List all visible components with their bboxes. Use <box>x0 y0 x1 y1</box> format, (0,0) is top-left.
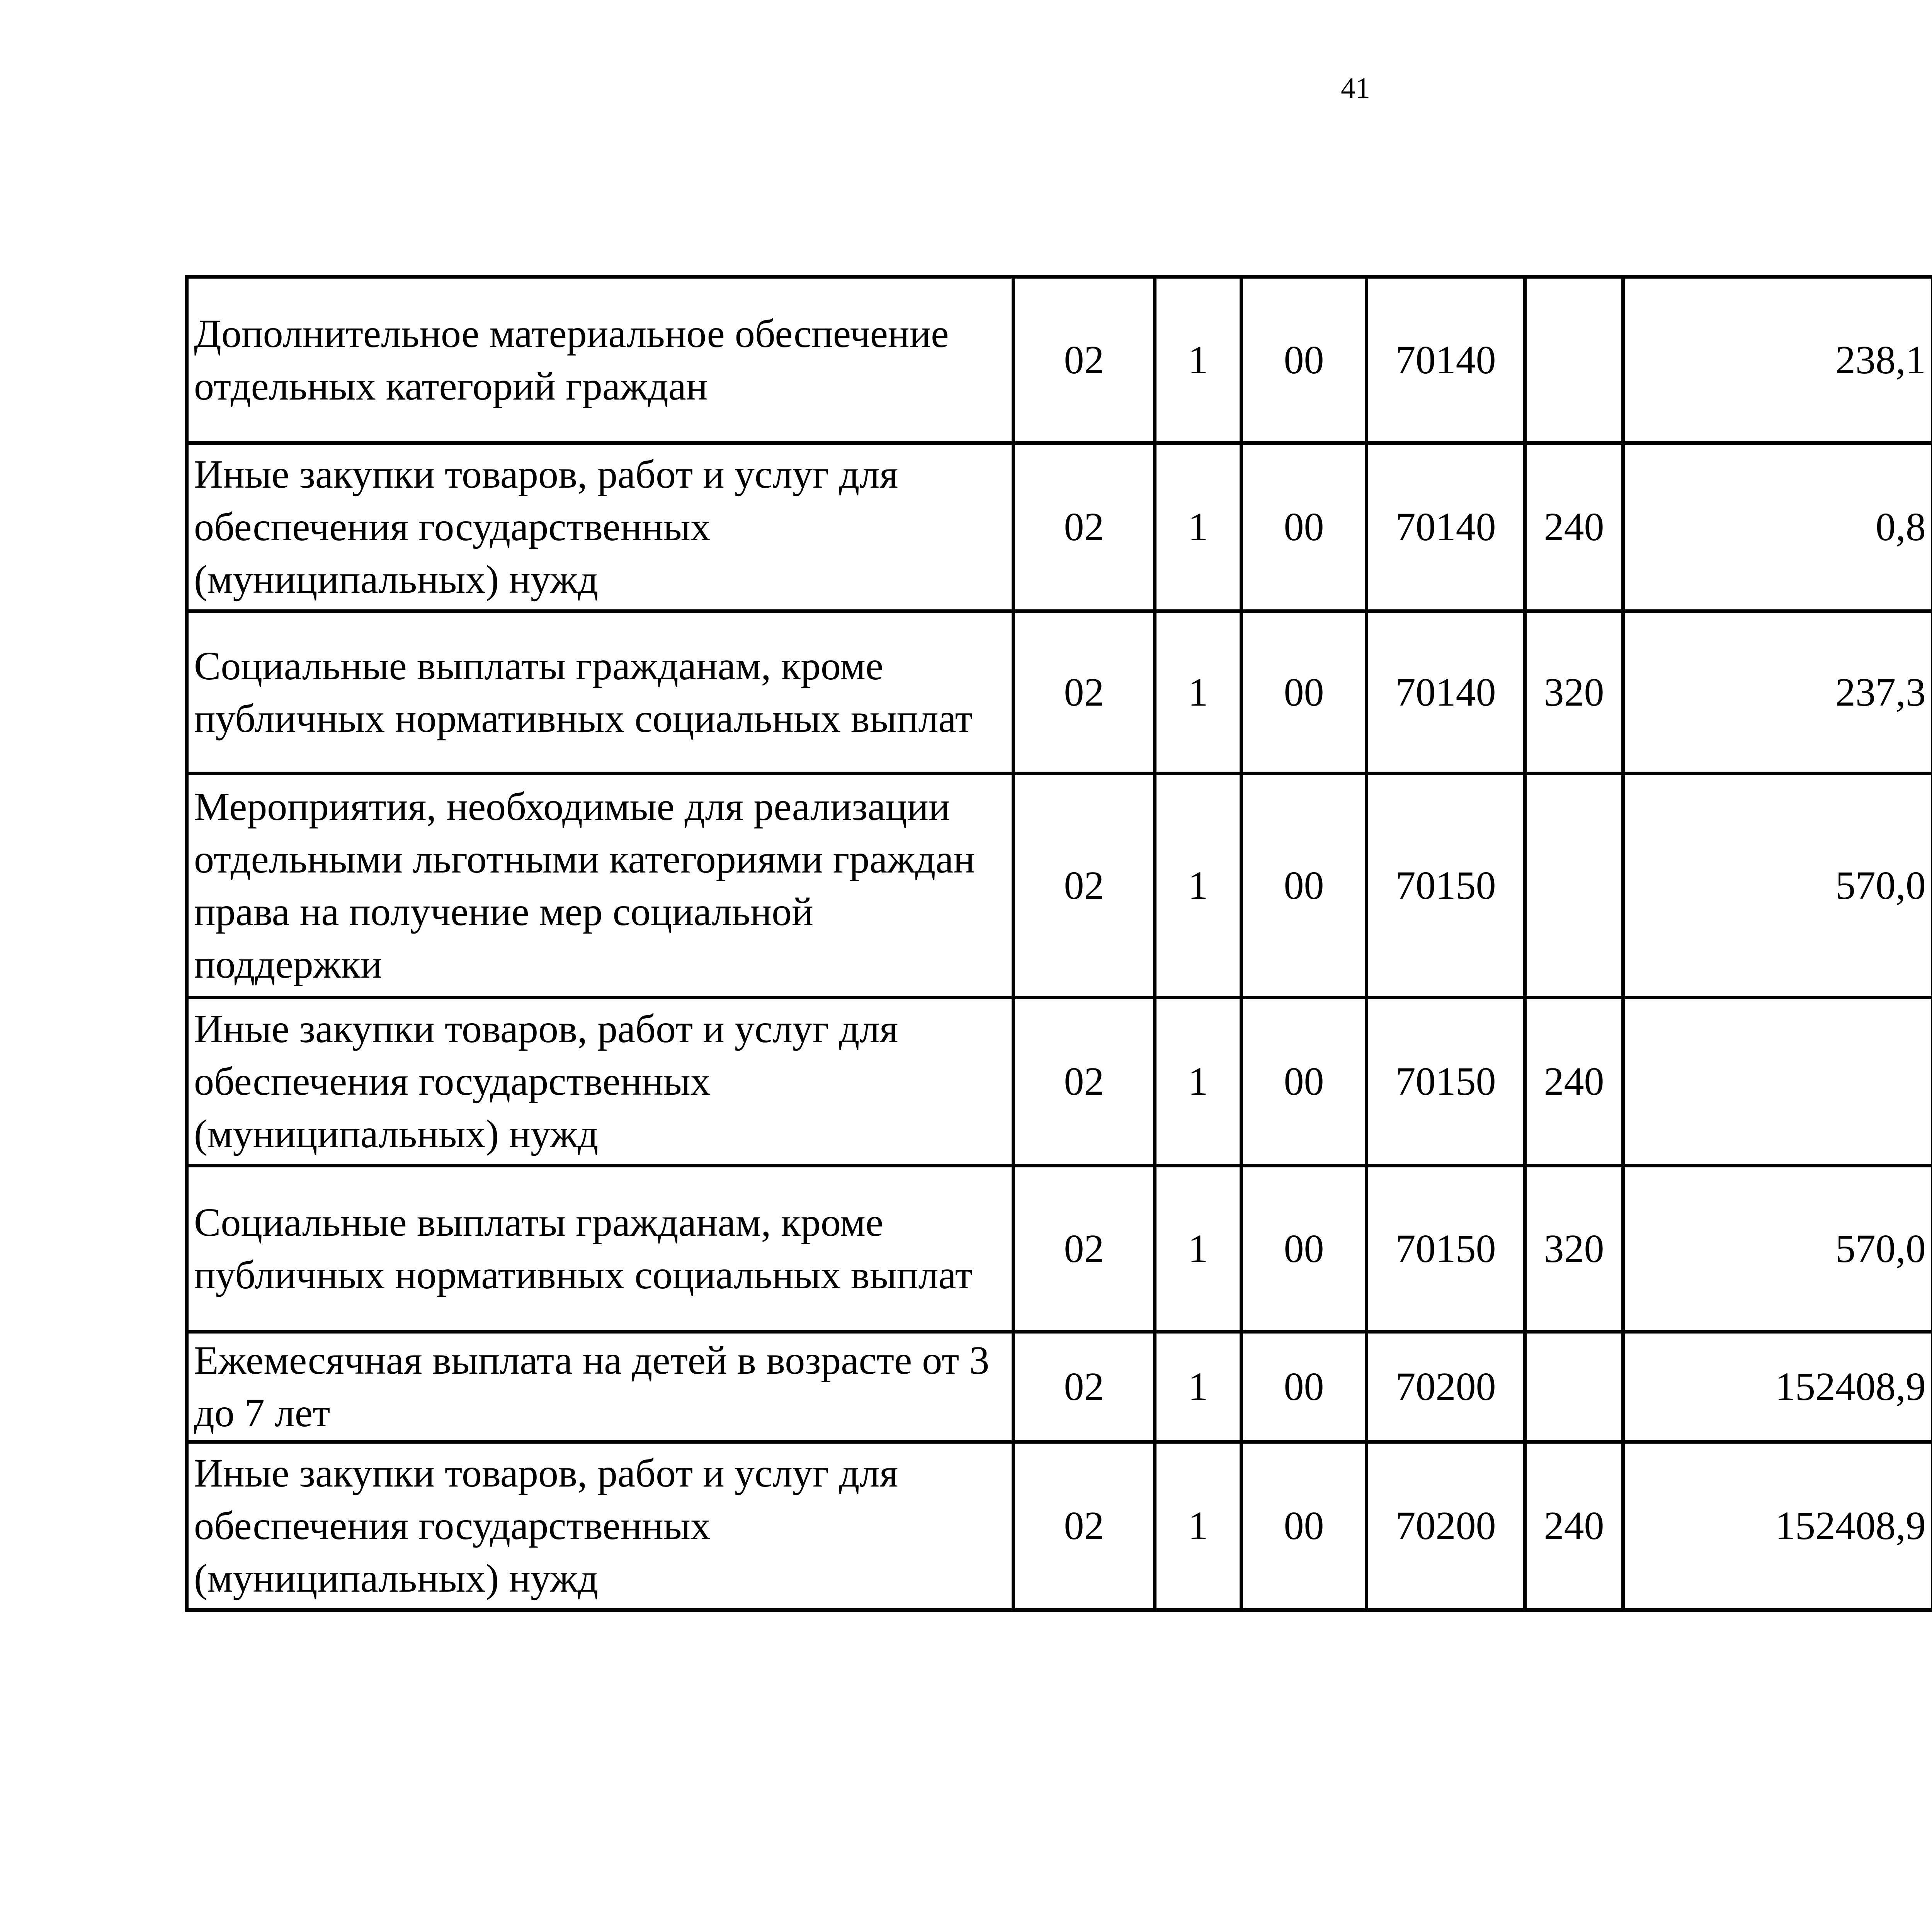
table-row <box>187 443 1932 611</box>
direction-code: 00 <box>1242 277 1367 443</box>
target-code: 70200 <box>1367 1442 1525 1610</box>
table-row <box>187 1166 1932 1332</box>
row-name: Ежемесячная выплата на детей в возрасте от 3 до 7 лет <box>187 1332 1014 1442</box>
expense-type-code <box>1525 1332 1623 1442</box>
direction-code: 00 <box>1242 774 1367 998</box>
amount-1: 570,0 <box>1623 774 1932 998</box>
direction-code: 00 <box>1242 611 1367 774</box>
amount-1: 152408,9 <box>1623 1332 1932 1442</box>
amount-1: 570,0 <box>1623 1166 1932 1332</box>
direction-code: 00 <box>1242 1166 1367 1332</box>
row-name: Иные закупки товаров, работ и услуг для обеспечения государственных (муниципальных) нужд <box>187 443 1014 611</box>
expense-type-code: 240 <box>1525 443 1623 611</box>
direction-code: 00 <box>1242 443 1367 611</box>
subprogram-code: 1 <box>1155 1332 1242 1442</box>
subprogram-code: 1 <box>1155 1442 1242 1610</box>
section-code: 02 <box>1014 277 1155 443</box>
subprogram-code: 1 <box>1155 443 1242 611</box>
expense-type-code: 240 <box>1525 998 1623 1166</box>
section-code: 02 <box>1014 1332 1155 1442</box>
amount-1 <box>1623 998 1932 1166</box>
table-row <box>187 1442 1932 1610</box>
target-code: 70150 <box>1367 1166 1525 1332</box>
table-row <box>187 611 1932 774</box>
row-name: Социальные выплаты гражданам, кроме публичных нормативных социальных выплат <box>187 1166 1014 1332</box>
section-code: 02 <box>1014 611 1155 774</box>
expense-type-code: 320 <box>1525 611 1623 774</box>
budget-table <box>185 275 1932 1612</box>
direction-code: 00 <box>1242 1442 1367 1610</box>
target-code: 70150 <box>1367 774 1525 998</box>
row-name: Иные закупки товаров, работ и услуг для обеспечения государственных (муниципальных) нужд <box>187 1442 1014 1610</box>
row-name: Социальные выплаты гражданам, кроме публичных нормативных социальных выплат <box>187 611 1014 774</box>
subprogram-code: 1 <box>1155 1166 1242 1332</box>
row-name: Дополнительное материальное обеспечение отдельных категорий граждан <box>187 277 1014 443</box>
amount-1: 238,1 <box>1623 277 1932 443</box>
subprogram-code: 1 <box>1155 277 1242 443</box>
section-code: 02 <box>1014 1166 1155 1332</box>
target-code: 70200 <box>1367 1332 1525 1442</box>
target-code: 70140 <box>1367 277 1525 443</box>
expense-type-code <box>1525 774 1623 998</box>
row-name: Иные закупки товаров, работ и услуг для обеспечения государственных (муниципальных) нужд <box>187 998 1014 1166</box>
amount-1: 0,8 <box>1623 443 1932 611</box>
table-row <box>187 774 1932 998</box>
subprogram-code: 1 <box>1155 998 1242 1166</box>
table-row <box>187 1332 1932 1442</box>
direction-code: 00 <box>1242 1332 1367 1442</box>
amount-1: 237,3 <box>1623 611 1932 774</box>
target-code: 70140 <box>1367 443 1525 611</box>
page-number: 41 <box>1341 72 1370 104</box>
subprogram-code: 1 <box>1155 774 1242 998</box>
target-code: 70140 <box>1367 611 1525 774</box>
subprogram-code: 1 <box>1155 611 1242 774</box>
section-code: 02 <box>1014 774 1155 998</box>
expense-type-code: 240 <box>1525 1442 1623 1610</box>
row-name: Мероприятия, необходимые для реализации отдельными льготными категориями граждан права на получение мер социальной поддержки <box>187 774 1014 998</box>
section-code: 02 <box>1014 998 1155 1166</box>
table-row <box>187 998 1932 1166</box>
direction-code: 00 <box>1242 998 1367 1166</box>
section-code: 02 <box>1014 1442 1155 1610</box>
expense-type-code <box>1525 277 1623 443</box>
expense-type-code: 320 <box>1525 1166 1623 1332</box>
section-code: 02 <box>1014 443 1155 611</box>
target-code: 70150 <box>1367 998 1525 1166</box>
amount-1: 152408,9 <box>1623 1442 1932 1610</box>
table-row <box>187 277 1932 443</box>
